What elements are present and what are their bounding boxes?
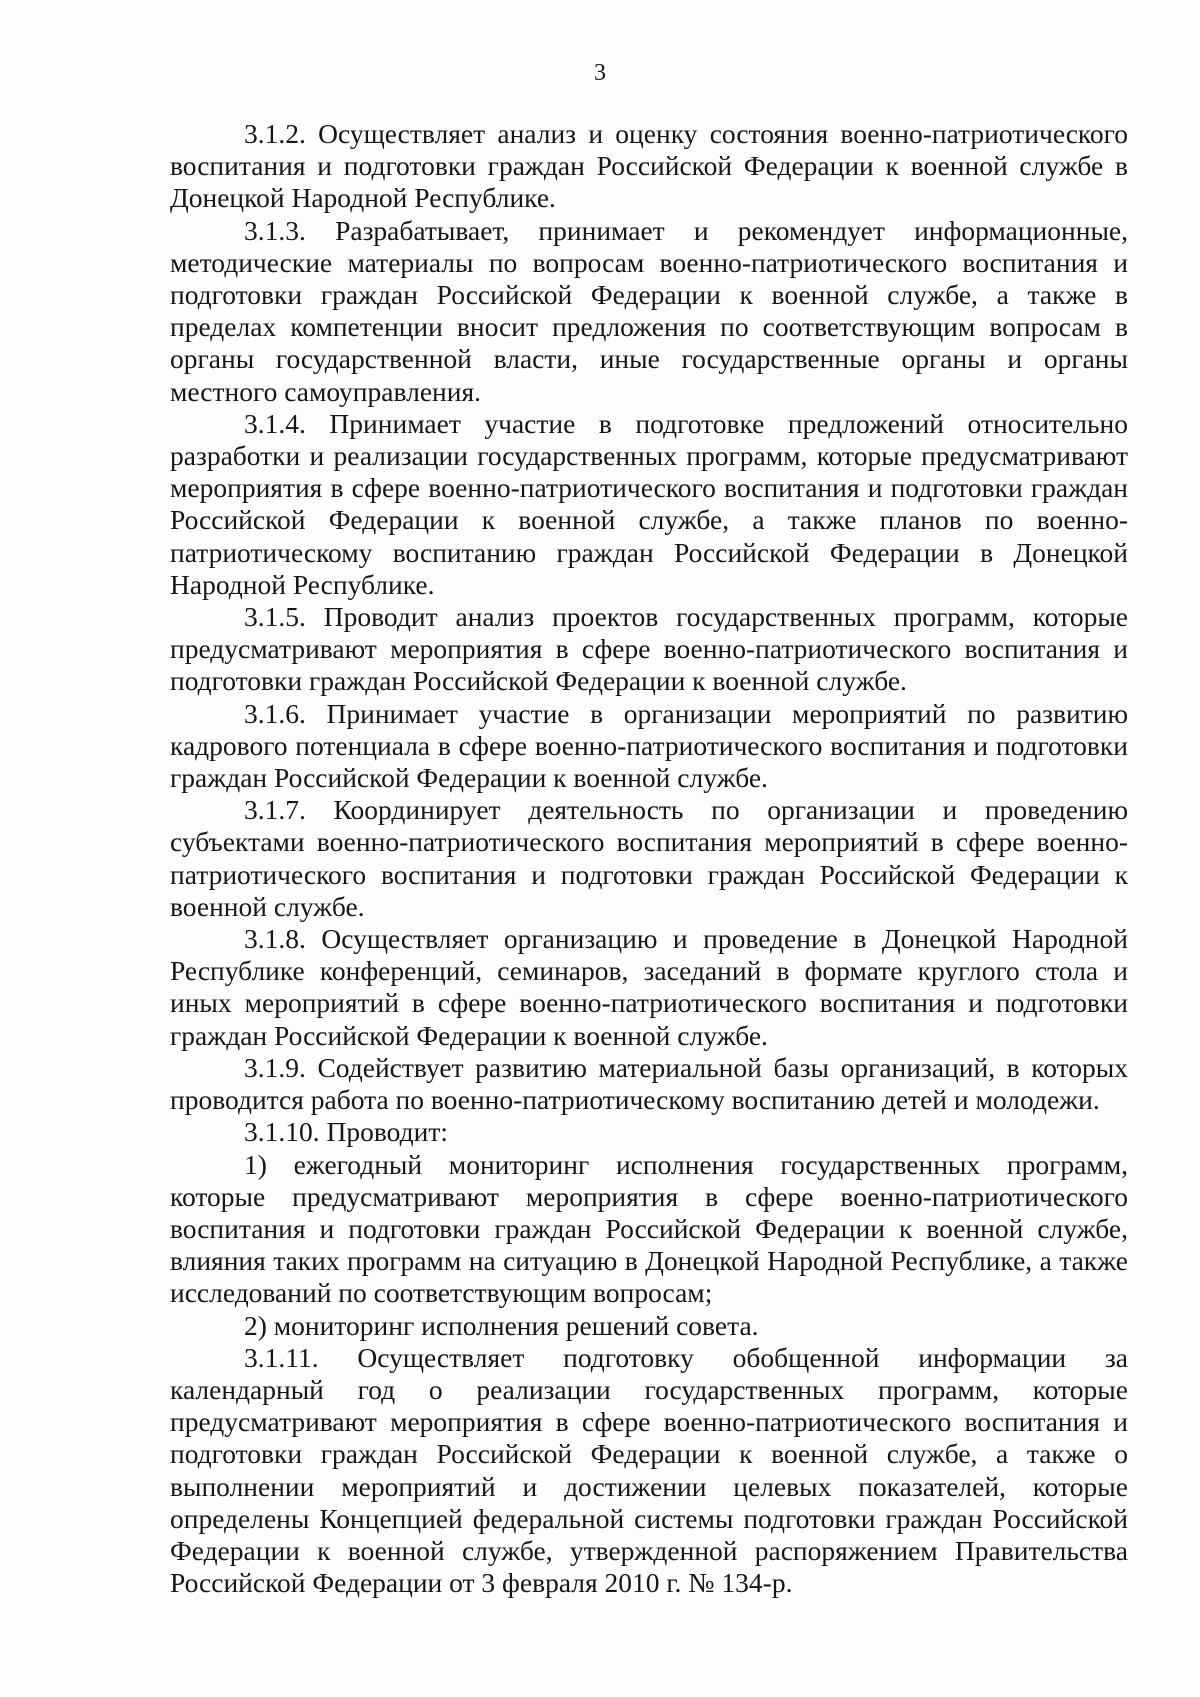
paragraph-3-1-7: 3.1.7. Координирует деятельность по организации и проведению субъектами военно-патриотического воспитания мероприятий в сфере военно-патриотического воспитания и подготовки граждан Российской Федерации к военной службе. — [170, 794, 1128, 922]
list-item-2: 2) мониторинг исполнения решений совета. — [244, 1309, 759, 1341]
paragraph-3-1-11: 3.1.11. Осуществляет подготовку обобщенной информации за календарный год о реализации государственных программ, которые предусматривают мероприятия в сфере военно-патриотического воспитания и подготовки граждан Российской Федерации к военной службе, а также о выполнении мероприятий и достижении целевых показателей, которые определены Концепцией федеральной системы подготовки граждан Российской Федерации к военной службе, утвержденной распоряжением Правительства Российской Федерации от 3 февраля 2010 г. № 134-р. — [170, 1341, 1128, 1599]
paragraph-3-1-3: 3.1.3. Разрабатывает, принимает и рекомендует информационные, методические материалы по вопросам военно-патриотического воспитания и подготовки граждан Российской Федерации к военной службе, а также в пределах компетенции вносит предложения по соответствующим вопросам в органы государственной власти, иные государственные органы и органы местного самоуправления. — [170, 214, 1128, 407]
paragraph-3-1-2: 3.1.2. Осуществляет анализ и оценку состояния военно-патриотического воспитания и подготовки граждан Российской Федерации к военной службе в Донецкой Народной Республике. — [170, 118, 1128, 214]
paragraph-3-1-4: 3.1.4. Принимает участие в подготовке предложений относительно разработки и реализации государственных программ, которые предусматривают мероприятия в сфере военно-патриотического воспитания и подготовки граждан Российской Федерации к военной службе, а также планов по военно-патриотическому воспитанию граждан Российской Федерации в Донецкой Народной Республике. — [170, 407, 1128, 600]
paragraph-3-1-6: 3.1.6. Принимает участие в организации мероприятий по развитию кадрового потенциала в сфере военно-патриотического воспитания и подготовки граждан Российской Федерации к военной службе. — [170, 697, 1128, 794]
paragraph-3-1-9: 3.1.9. Содействует развитию материальной базы организаций, в которых проводится работа по военно-патриотическому воспитанию детей и молодежи. — [170, 1051, 1128, 1116]
paragraph-3-1-5: 3.1.5. Проводит анализ проектов государственных программ, которые предусматривают мероприятия в сфере военно-патриотического воспитания и подготовки граждан Российской Федерации к военной службе. — [170, 601, 1128, 697]
page-number: 3 — [594, 60, 606, 86]
paragraph-3-1-8: 3.1.8. Осуществляет организацию и проведение в Донецкой Народной Республике конференций, семинаров, заседаний в формате круглого стола и иных мероприятий в сфере военно-патриотического воспитания и подготовки граждан Российской Федерации к военной службе. — [170, 923, 1128, 1051]
document-body — [170, 118, 1128, 1599]
list-item-1: 1) ежегодный мониторинг исполнения государственных программ, которые предусматривают мероприятия в сфере военно-патриотического воспитания и подготовки граждан Российской Федерации к военной службе, влияния таких программ на ситуацию в Донецкой Народной Республике, а также исследований по соответствующим вопросам; — [170, 1148, 1128, 1309]
paragraph-3-1-10: 3.1.10. Проводит: — [244, 1116, 448, 1148]
